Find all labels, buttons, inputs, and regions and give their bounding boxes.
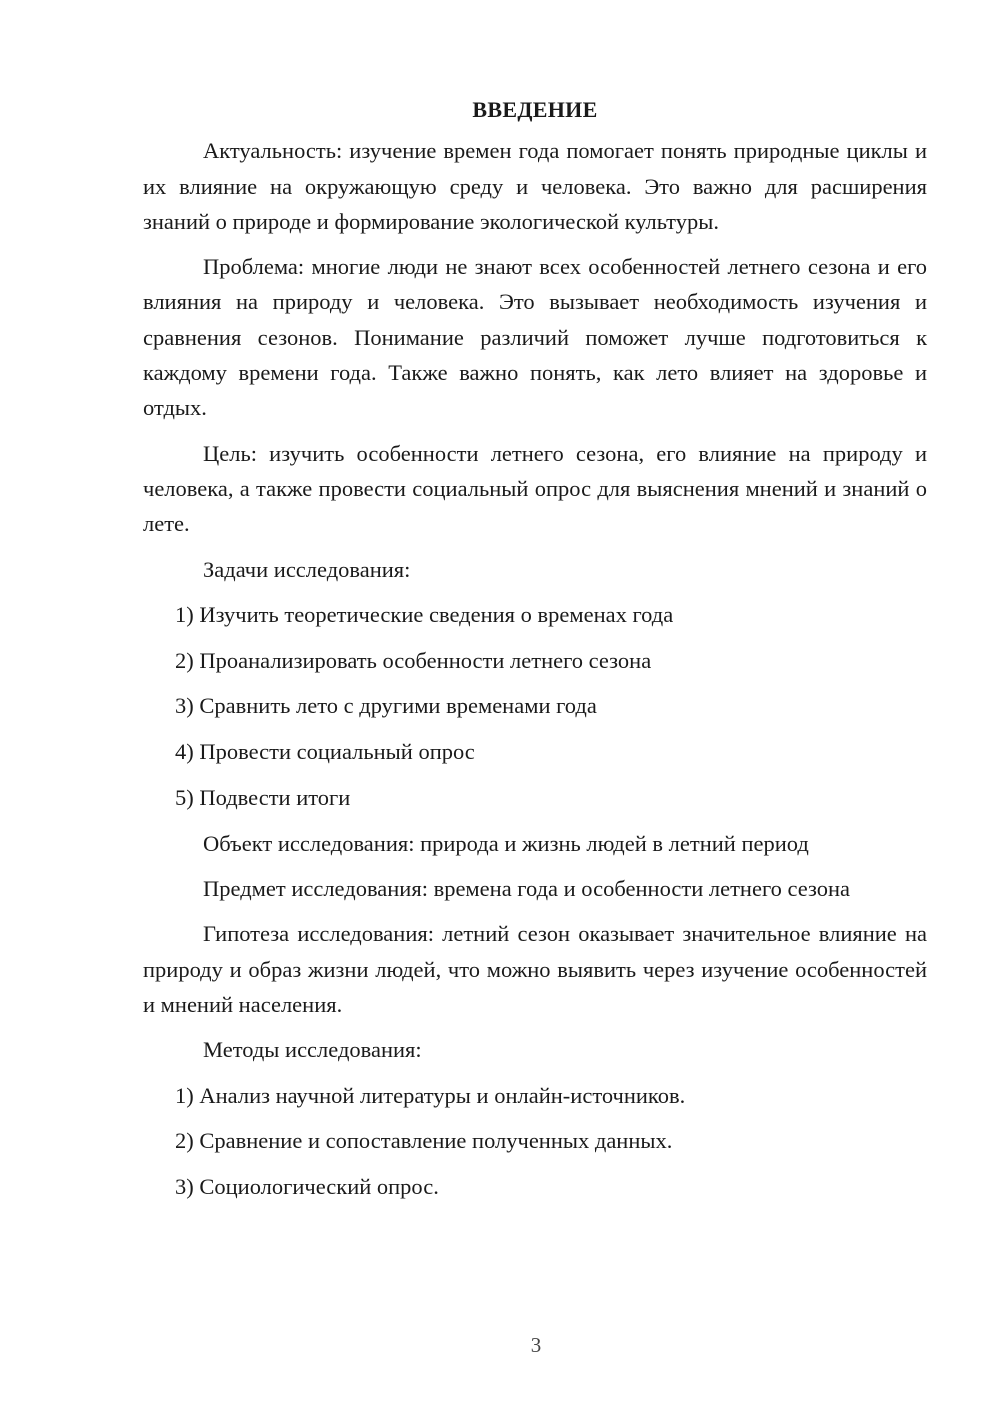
- methods-list: [143, 1078, 927, 1205]
- list-item: 1) Изучить теоретические сведения о временах года: [175, 601, 674, 627]
- hypothesis-paragraph: Гипотеза исследования: летний сезон оказывает значительное влияние на природу и образ жизни людей, что можно выявить через изучение особенностей и мнений населения.: [143, 921, 927, 1018]
- methods-heading: Методы исследования:: [203, 1037, 422, 1063]
- goal-paragraph: Цель: изучить особенности летнего сезона, его влияние на природу и человека, а также провести социальный опрос для выяснения мнений и знаний о лете.: [143, 440, 927, 537]
- relevance-paragraph: Актуальность: изучение времен года помогает понять природные циклы и их влияние на окружающую среду и человека. Это важно для расширения знаний о природе и формирование экологической культуры.: [143, 138, 927, 234]
- page-number: 3: [530, 1333, 542, 1357]
- problem-paragraph: Проблема: многие люди не знают всех особенностей летнего сезона и его влияния на природу и человека. Это вызывает необходимость изучения и сравнения сезонов. Понимание различий поможет лучше подготовиться к каждому времени года. Также важно понять, как лето влияет на здоровье и отдых.: [143, 254, 927, 421]
- list-item: 3) Сравнить лето с другими временами года: [175, 693, 597, 719]
- object-line: Объект исследования: природа и жизнь людей в летний период: [203, 830, 809, 856]
- list-item: 1) Анализ научной литературы и онлайн-источников.: [175, 1082, 686, 1108]
- tasks-list: [143, 597, 927, 815]
- document-page: [143, 92, 927, 1215]
- list-item: 4) Провести социальный опрос: [175, 739, 475, 765]
- subject-line: Предмет исследования: времена года и особенности летнего сезона: [203, 876, 851, 902]
- section-title: ВВЕДЕНИЕ: [472, 97, 598, 122]
- list-item: 5) Подвести итоги: [175, 785, 351, 811]
- list-item: 3) Социологический опрос.: [175, 1174, 439, 1200]
- tasks-heading: Задачи исследования:: [203, 556, 411, 582]
- list-item: 2) Проанализировать особенности летнего сезона: [175, 647, 652, 673]
- list-item: 2) Сравнение и сопоставление полученных данных.: [175, 1128, 673, 1154]
